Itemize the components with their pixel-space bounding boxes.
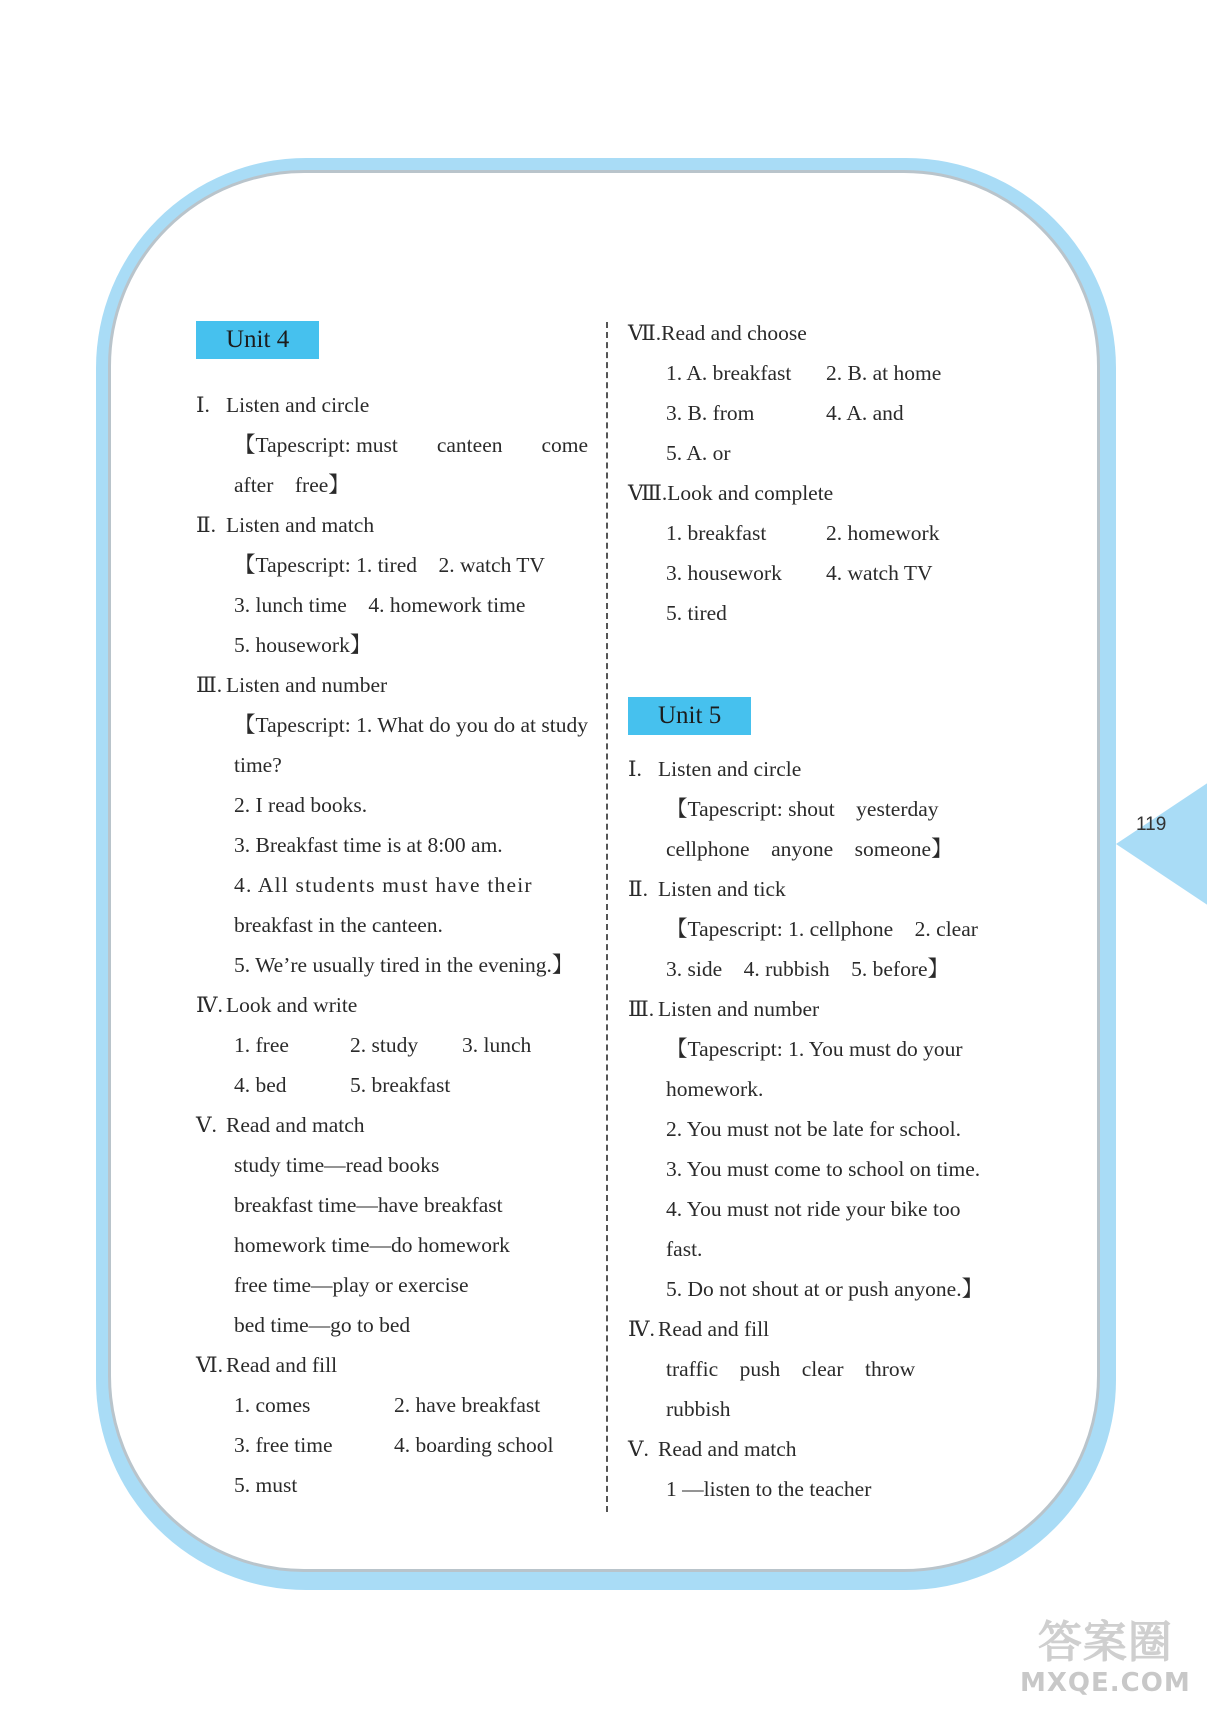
section-number: Ⅳ. (196, 993, 223, 1017)
answer-text: come (541, 433, 588, 457)
section-number: Ⅱ. (628, 877, 648, 901)
answer-row (628, 553, 1020, 593)
answer-text: 2. have breakfast (394, 1393, 541, 1417)
answer-line: 3. lunch time 4. homework time (234, 593, 526, 617)
answer-row (196, 1065, 588, 1105)
section-8-heading (628, 473, 1020, 513)
answer-line: 【Tapescript: 1. tired 2. watch TV (234, 553, 545, 577)
section-title: Read and fill (226, 1353, 338, 1377)
answer-line: 5. We’re usually tired in the evening.】 (234, 953, 574, 977)
section-2-heading (196, 505, 588, 545)
section-1-heading (196, 385, 588, 425)
answer-text: 3. B. from (666, 401, 755, 425)
answer-text: 4. watch TV (826, 561, 933, 585)
answer-row (196, 1385, 588, 1425)
section-title: Listen and match (226, 513, 375, 537)
answer-row (628, 353, 1020, 393)
section-number: Ⅲ. (196, 673, 223, 697)
answer-line: rubbish (666, 1397, 731, 1421)
answer-text: 1. A. breakfast (666, 361, 792, 385)
answer-line: 4. You must not ride your bike too (666, 1197, 961, 1221)
answer-row (196, 1025, 588, 1065)
answer-line: 1 —listen to the teacher (666, 1477, 872, 1501)
section-title: Read and match (226, 1113, 365, 1137)
answer-text: canteen (436, 433, 503, 457)
answer-text: 1. breakfast (666, 521, 767, 545)
answer-text: 1. comes (234, 1393, 311, 1417)
answer-line: 3. side 4. rubbish 5. before】 (666, 957, 950, 981)
answer-line: 【Tapescript: 1. You must do your (666, 1037, 963, 1061)
column-divider (606, 322, 608, 1512)
left-column (196, 320, 588, 1505)
unit5-section-4-heading (628, 1309, 1020, 1349)
answer-line: breakfast time—have breakfast (234, 1193, 503, 1217)
section-4-heading (196, 985, 588, 1025)
section-number: Ⅱ. (196, 513, 216, 537)
section-3-heading (196, 665, 588, 705)
section-title: Listen and tick (658, 877, 786, 901)
answer-line: 4. All students must have their (234, 873, 533, 897)
page-tab-shape (1116, 780, 1207, 908)
unit5-section-5-heading (628, 1429, 1020, 1469)
answer-text: 3. free time (234, 1433, 333, 1457)
answer-text: 3. housework (666, 561, 782, 585)
section-title: Listen and number (226, 673, 388, 697)
answer-text: 2. homework (826, 521, 940, 545)
section-number: Ⅴ. (628, 1437, 649, 1461)
section-7-heading (628, 313, 1020, 353)
watermark-top-text: 答案圈 (1037, 1617, 1173, 1668)
answer-text: 3. lunch (462, 1033, 532, 1057)
section-title: Listen and circle (226, 393, 370, 417)
unit5-section-1-heading (628, 749, 1020, 789)
answer-text: 【Tapescript: must (234, 433, 398, 457)
section-number: Ⅶ. (628, 321, 662, 345)
answer-text: 5. breakfast (350, 1073, 451, 1097)
answer-line: 5. Do not shout at or push anyone.】 (666, 1277, 984, 1301)
answer-line: 【Tapescript: 1. cellphone 2. clear (666, 917, 978, 941)
answer-text: 4. A. and (826, 401, 904, 425)
answer-line: 【Tapescript: shout yesterday (666, 797, 939, 821)
answer-line: study time—read books (234, 1153, 440, 1177)
answer-line: after free】 (234, 473, 350, 497)
answer-row (628, 513, 1020, 553)
answer-text: 4. boarding school (394, 1433, 554, 1457)
section-title: Read and fill (658, 1317, 770, 1341)
page-number: 119 (1136, 814, 1167, 835)
answer-text: 4. bed (234, 1073, 287, 1097)
section-number: Ⅴ. (196, 1113, 217, 1137)
right-column (628, 313, 1020, 1509)
watermark-bottom-text: MXQE.COM (1020, 1668, 1191, 1698)
unit-4-title: Unit 4 (196, 321, 319, 359)
answer-line: homework time—do homework (234, 1233, 510, 1257)
section-number: Ⅳ. (628, 1317, 655, 1341)
answer-text: 2. B. at home (826, 361, 942, 385)
answer-line: 2. I read books. (234, 793, 368, 817)
watermark-logo (1020, 1618, 1191, 1698)
answer-line: 5. tired (666, 601, 727, 625)
section-title: Listen and circle (658, 757, 802, 781)
unit5-section-3-heading (628, 989, 1020, 1029)
section-6-heading (196, 1345, 588, 1385)
answer-line: cellphone anyone someone】 (666, 837, 953, 861)
section-number: Ⅷ. (628, 481, 668, 505)
answer-row (196, 1425, 588, 1465)
answer-line: free time—play or exercise (234, 1273, 469, 1297)
answer-line: homework. (666, 1077, 764, 1101)
answer-line: 5. A. or (666, 441, 731, 465)
answer-line: 3. Breakfast time is at 8:00 am. (234, 833, 503, 857)
unit-5-title: Unit 5 (628, 697, 751, 735)
answer-line (196, 425, 588, 465)
answer-row (628, 393, 1020, 433)
answer-line: fast. (666, 1237, 703, 1261)
answer-line: 3. You must come to school on time. (666, 1157, 981, 1181)
section-number: Ⅲ. (628, 997, 655, 1021)
section-number: Ⅰ. (628, 757, 642, 781)
answer-line: time? (234, 753, 282, 777)
answer-line: breakfast in the canteen. (234, 913, 443, 937)
section-title: Read and match (658, 1437, 797, 1461)
answer-line: 2. You must not be late for school. (666, 1117, 962, 1141)
answer-line: traffic push clear throw (666, 1357, 916, 1381)
answer-line: 5. must (234, 1473, 298, 1497)
answer-line: bed time—go to bed (234, 1313, 411, 1337)
section-5-heading (196, 1105, 588, 1145)
answer-text: 1. free (234, 1033, 289, 1057)
section-title: Read and choose (661, 321, 807, 345)
unit5-section-2-heading (628, 869, 1020, 909)
section-title: Look and complete (667, 481, 834, 505)
section-title: Look and write (226, 993, 358, 1017)
answer-line: 【Tapescript: 1. What do you do at study (234, 713, 588, 737)
answer-line: 5. housework】 (234, 633, 372, 657)
section-title: Listen and number (658, 997, 820, 1021)
section-number: Ⅰ. (196, 393, 210, 417)
answer-text: 2. study (350, 1033, 419, 1057)
section-number: Ⅵ. (196, 1353, 224, 1377)
